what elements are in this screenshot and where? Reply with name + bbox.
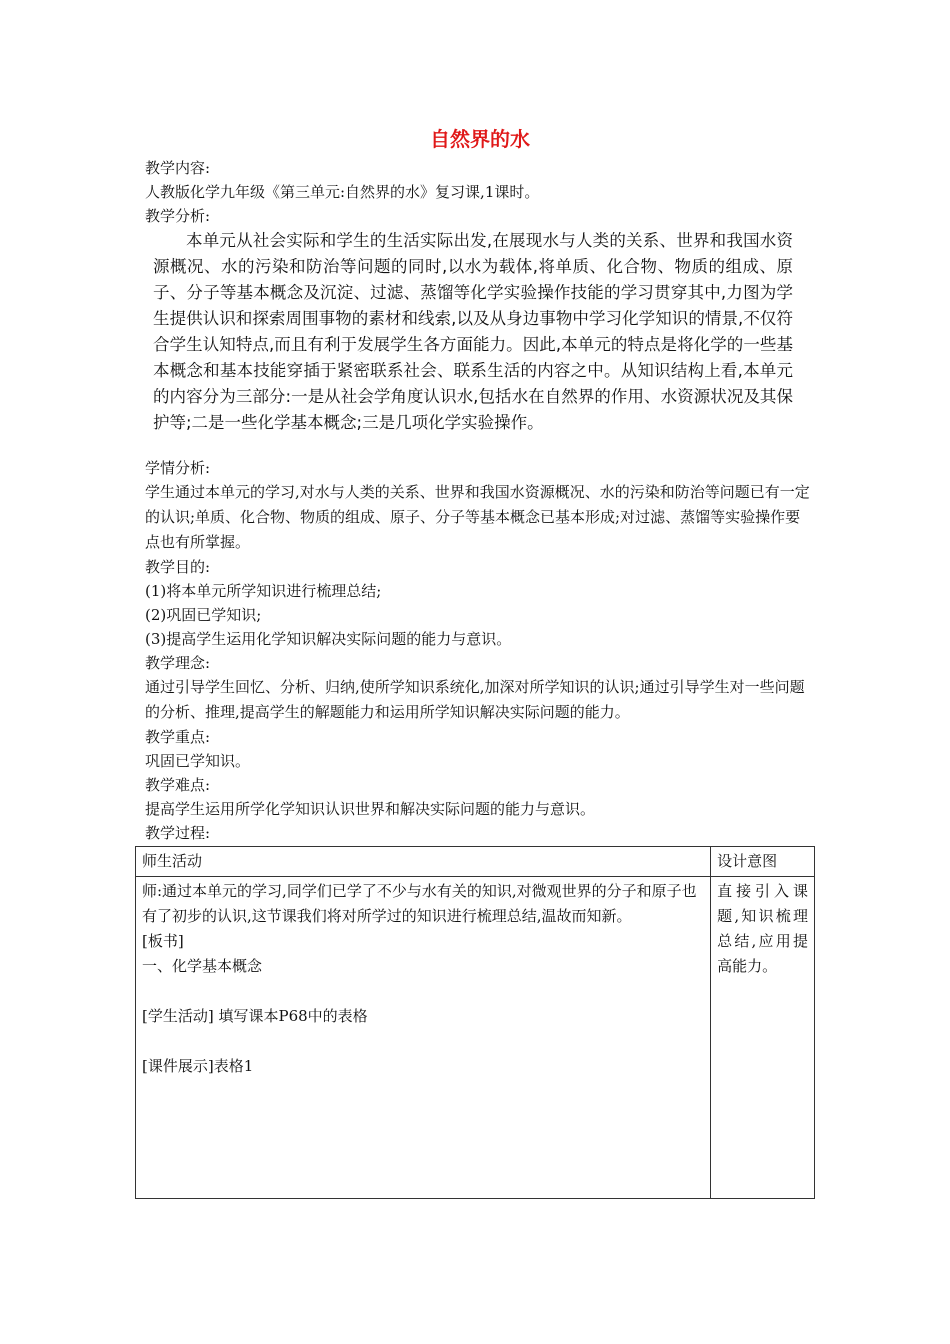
content-text: 人教版化学九年级《第三单元:自然界的水》复习课,1课时。 [145, 183, 540, 201]
concept-heading: 一、化学基本概念 [142, 957, 263, 975]
process-table [135, 846, 815, 1199]
spacer [145, 436, 815, 456]
goals-label: 教学目的: [145, 558, 211, 576]
activity-cell [136, 877, 711, 1199]
table-header-row [136, 847, 815, 877]
courseware-display: [课件展示]表格1 [142, 1057, 254, 1075]
header-activity: 师生活动 [136, 847, 711, 877]
difficulty-text: 提高学生运用所学化学知识认识世界和解决实际问题的能力与意识。 [145, 800, 596, 818]
difficulty-label: 教学难点: [145, 776, 211, 794]
analysis-text: 本单元从社会实际和学生的生活实际出发,在展现水与人类的关系、世界和我国水资源概况、水的污染和防治等问题的同时,以水为载体,将单质、化合物、物质的组成、原子、分子等基本概念及沉淀、过滤、蒸馏等化学实验操作技能的学习贯穿其中,力图为学生提供认识和探索周围事物的素材和线索,以及从身边事物中学习化学知识的情景,不仅符合学生认知特点,而且有利于发展学生各方面能力。因此,本单元的特点是将化学的一些基本概念和基本技能穿插于紧密联系社会、联系生活的内容之中。从知识结构上看,本单元的内容分为三部分:一是从社会学角度认识水,包括水在自然界的作用、水资源状况及其保护等;二是一些化学基本概念;三是几项化学实验操作。 [153, 231, 793, 432]
analysis-label: 教学分析: [145, 207, 211, 225]
board-label: [板书] [142, 932, 184, 950]
key-text: 巩固已学知识。 [145, 752, 251, 770]
goal-item: (3)提高学生运用化学知识解决实际问题的能力与意识。 [145, 630, 512, 648]
philosophy-text: 通过引导学生回忆、分析、归纳,使所学知识系统化,加深对所学知识的认识;通过引导学生对一些问题的分析、推理,提高学生的解题能力和运用所学知识解决实际问题的能力。 [145, 678, 805, 721]
page-title: 自然界的水 [430, 127, 530, 151]
key-label: 教学重点: [145, 728, 211, 746]
student-activity: [学生活动] 填写课本P68中的表格 [142, 1007, 368, 1025]
goal-item: (1)将本单元所学知识进行梳理总结; [145, 582, 382, 600]
goal-item: (2)巩固已学知识; [145, 606, 262, 624]
table-row [136, 877, 815, 1199]
content-label: 教学内容: [145, 159, 211, 177]
philosophy-label: 教学理念: [145, 654, 211, 672]
header-design: 设计意图 [711, 847, 815, 877]
teacher-intro: 师:通过本单元的学习,同学们已学了不少与水有关的知识,对微观世界的分子和原子也有了初步的认识,这节课我们将对所学过的知识进行梳理总结,温故而知新。 [142, 882, 697, 925]
student-label: 学情分析: [145, 459, 211, 477]
design-cell: 直接引入课题,知识梳理总结,应用提高能力。 [711, 877, 815, 1199]
spacer [142, 1029, 704, 1054]
student-text: 学生通过本单元的学习,对水与人类的关系、世界和我国水资源概况、水的污染和防治等问题已有一定的认识;单质、化合物、物质的组成、原子、分子等基本概念已基本形成;对过滤、蒸馏等实验操作要点也有所掌握。 [145, 483, 810, 551]
document-page [145, 120, 815, 845]
process-label: 教学过程: [145, 824, 211, 842]
spacer [142, 979, 704, 1004]
